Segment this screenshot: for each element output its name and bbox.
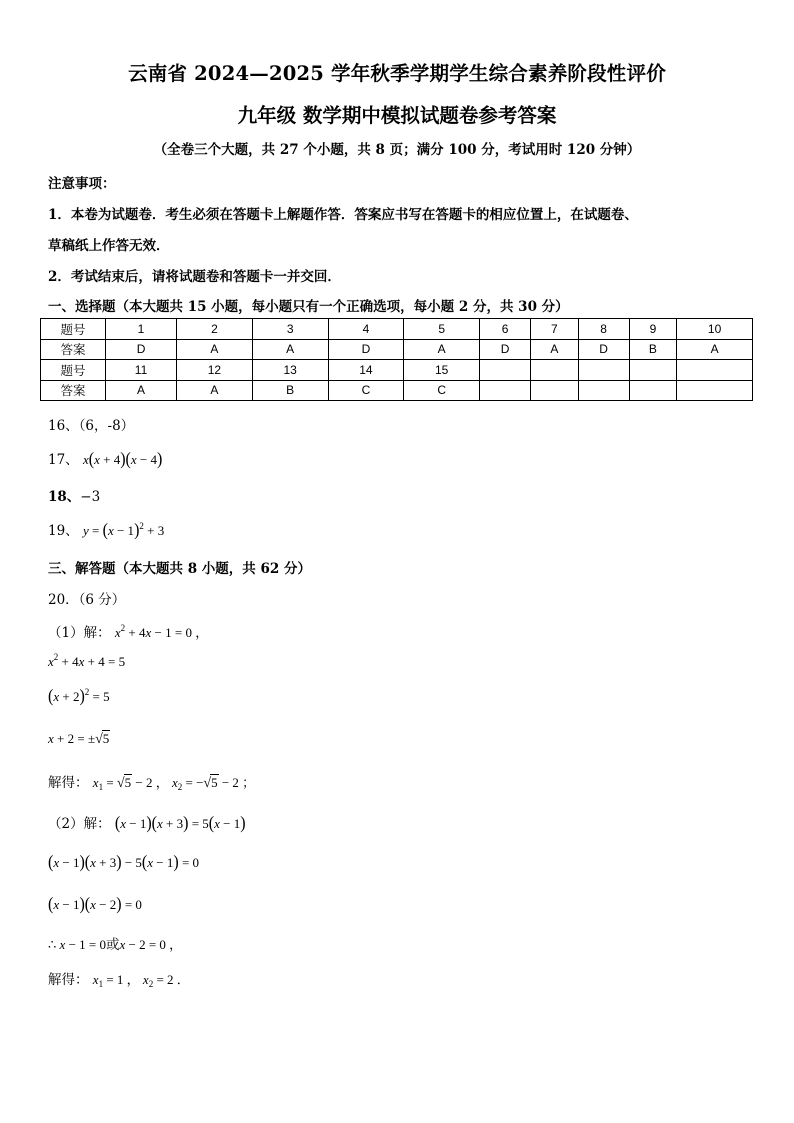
equation: $x^2 + 4x + 4 = 5$: [48, 652, 126, 669]
table-cell: [677, 360, 753, 381]
section-1-heading: 一、选择题（本大题共 15 小题，每小题只有一个正确选项，每小题 2 分，共 30 分）: [48, 299, 569, 315]
title-line-1: 云南省 2024—2025 学年秋季学期学生综合素养阶段性评价: [128, 62, 666, 85]
table-cell: [629, 360, 677, 381]
answer-16: [48, 414, 134, 434]
solve-label: 解得：: [48, 972, 89, 988]
table-cell: [480, 380, 531, 401]
q20-part2-step1: [48, 812, 246, 833]
table-cell: [531, 360, 579, 381]
q20-part1-step1: [48, 621, 208, 641]
table-cell: [578, 360, 629, 381]
table-cell: 12: [177, 360, 253, 381]
q17-expression: x(x + 4)(x − 4): [82, 449, 163, 470]
q20-part2-solution: [48, 968, 190, 988]
row-label-question: 题号: [41, 360, 106, 381]
table-cell: B: [629, 339, 677, 360]
part1-label: （1）解：: [48, 625, 111, 641]
q18-answer: −3: [80, 489, 101, 505]
q20-part1-step3: [48, 688, 110, 706]
table-cell: 15: [404, 360, 480, 381]
table-cell: A: [404, 339, 480, 360]
table-cell: [629, 380, 677, 401]
table-cell: 10: [677, 319, 753, 340]
part2-label: （2）解：: [48, 816, 111, 832]
table-cell: 14: [328, 360, 404, 381]
table-cell: D: [106, 339, 177, 360]
q16-label: 16、: [48, 418, 79, 434]
answer-17: [48, 448, 162, 469]
equation: $x_1 = 1$ ， $x_2 = 2$ ．: [92, 972, 190, 989]
table-cell: D: [578, 339, 629, 360]
equation: (x − 1)(x + 3) − 5(x − 1) = 0: [48, 852, 200, 873]
notice-item-2: 2．考试结束后，请将试题卷和答题卡一并交回．: [48, 269, 341, 285]
table-cell: A: [106, 380, 177, 401]
equation: (x − 1)(x + 3) = 5(x − 1): [114, 813, 246, 834]
table-cell: B: [252, 380, 328, 401]
table-cell: [480, 360, 531, 381]
equation: ∴ x − 1 = 0: [48, 937, 106, 952]
q20-part1-step4: [48, 730, 110, 748]
table-cell: 4: [328, 319, 404, 340]
q17-label: 17、: [48, 452, 79, 468]
table-cell: 11: [106, 360, 177, 381]
equation: $(x + 2)^2 = 5$: [48, 686, 110, 707]
equation: x + 2 = ±√5: [48, 731, 110, 747]
q18-label: 18、: [48, 489, 81, 505]
row-label-answer: 答案: [41, 339, 106, 360]
table-row: [41, 380, 753, 401]
table-cell: D: [328, 339, 404, 360]
notice-item-1-line-1: 1．本卷为试题卷．考生必须在答题卡上解题作答．答案应书写在答题卡的相应位置上，在试题卷、: [48, 207, 638, 223]
table-cell: D: [480, 339, 531, 360]
table-row: [41, 360, 753, 381]
q19-label: 19、: [48, 523, 79, 539]
equation: (x − 1)(x − 2) = 0: [48, 894, 142, 915]
equation: $x_1 = √5 - 2$ ， $x_2 = -√5 - 2$ ；: [92, 775, 256, 792]
choice-answer-table: [40, 318, 753, 401]
exam-info-subtitle: （全卷三个大题，共 27 个小题，共 8 页；满分 100 分，考试用时 120 分钟）: [153, 142, 641, 158]
solve-label: 解得：: [48, 775, 89, 791]
table-cell: 7: [531, 319, 579, 340]
answer-18: [48, 485, 100, 505]
table-row: [41, 339, 753, 360]
table-row: [41, 319, 753, 340]
q20-title: 20．（6 分）: [48, 592, 126, 608]
table-cell: C: [404, 380, 480, 401]
table-cell: [578, 380, 629, 401]
table-cell: 6: [480, 319, 531, 340]
table-cell: 3: [252, 319, 328, 340]
q19-expression: $y = (x - 1)^2 + 3$: [82, 520, 165, 541]
q16-answer: （6，-8）: [78, 418, 135, 434]
table-cell: C: [328, 380, 404, 401]
table-cell: A: [177, 380, 253, 401]
equation: x − 2 = 0 ，: [119, 937, 183, 952]
equation: $x^2 + 4x - 1 = 0$ ，: [114, 623, 209, 640]
row-label-question: 题号: [41, 319, 106, 340]
title-line-2: 九年级 数学期中模拟试题卷参考答案: [237, 104, 557, 127]
q20-part1-solution: [48, 771, 255, 792]
section-3-heading: 三、解答题（本大题共 8 小题，共 62 分）: [48, 561, 311, 577]
table-cell: 13: [252, 360, 328, 381]
table-cell: A: [531, 339, 579, 360]
table-cell: 5: [404, 319, 480, 340]
table-cell: [677, 380, 753, 401]
notice-item-1-line-2: 草稿纸上作答无效．: [48, 238, 170, 254]
table-cell: 9: [629, 319, 677, 340]
table-cell: [531, 380, 579, 401]
row-label-answer: 答案: [41, 380, 106, 401]
notice-heading: 注意事项：: [48, 176, 116, 192]
table-cell: 8: [578, 319, 629, 340]
q20-part1-step2: [48, 654, 125, 670]
table-cell: A: [252, 339, 328, 360]
answer-19: [48, 519, 164, 540]
or-text: 或: [105, 937, 120, 953]
table-cell: A: [677, 339, 753, 360]
q20-part2-step4: [48, 933, 182, 953]
table-cell: 1: [106, 319, 177, 340]
q20-part2-step3: [48, 896, 142, 914]
table-cell: A: [177, 339, 253, 360]
q20-part2-step2: [48, 854, 199, 872]
table-cell: 2: [177, 319, 253, 340]
